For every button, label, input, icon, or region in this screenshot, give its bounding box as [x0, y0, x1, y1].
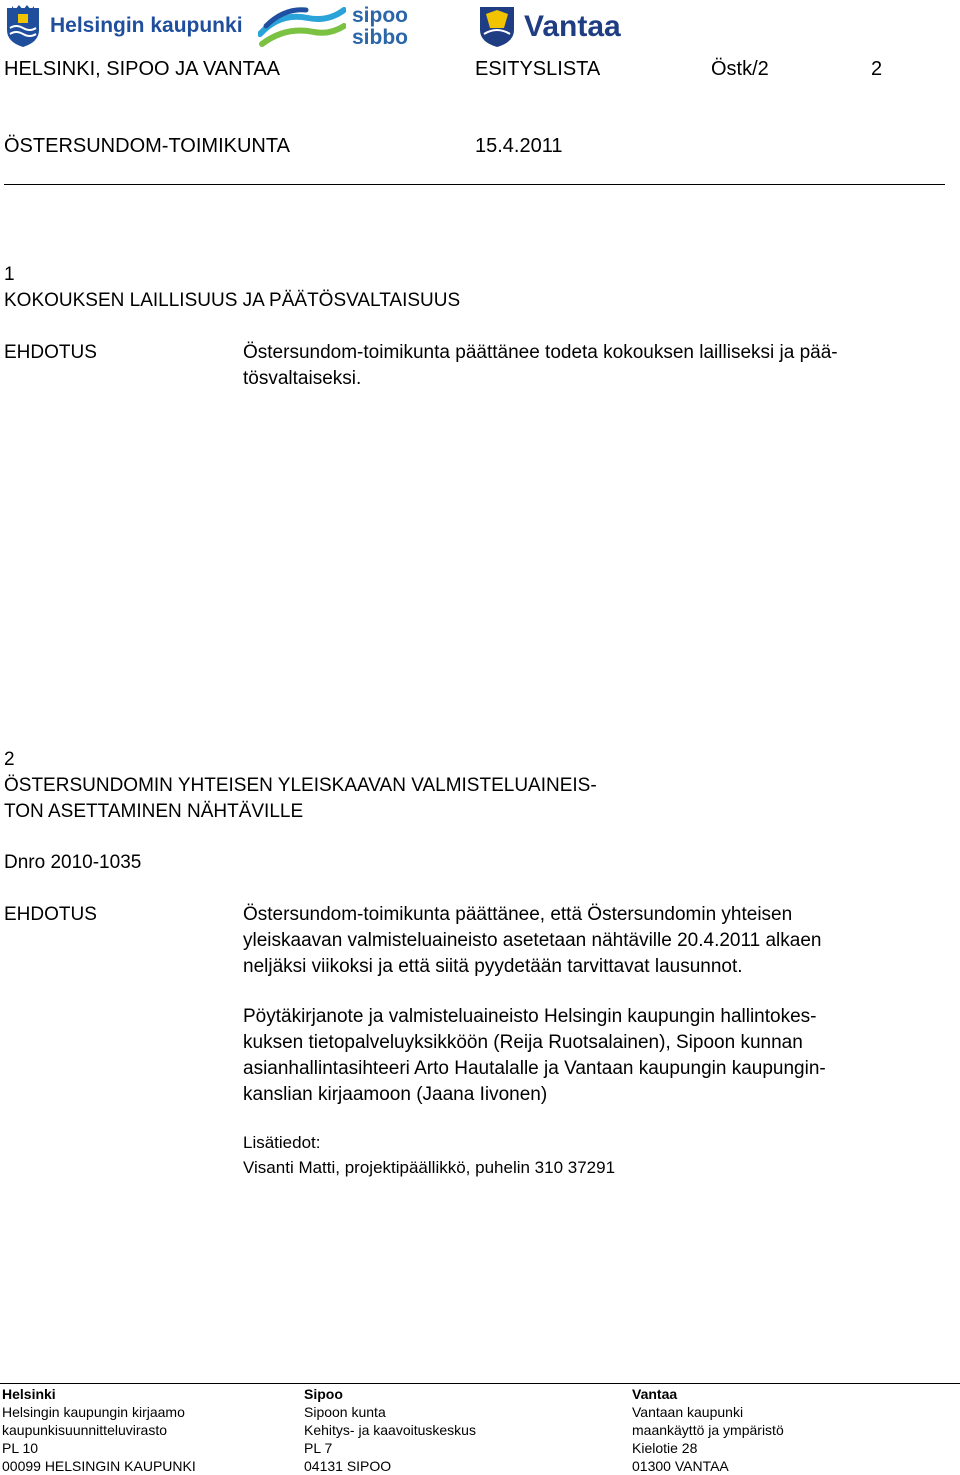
footer-vantaa-city: Vantaa	[632, 1386, 678, 1402]
footer-sipoo-line: Kehitys- ja kaavoituskeskus	[304, 1422, 476, 1438]
footer-sipoo-line: 04131 SIPOO	[304, 1458, 392, 1474]
header-page-number: 2	[871, 58, 883, 80]
item2-number: 2	[4, 749, 15, 770]
footer-divider	[0, 1383, 960, 1384]
footer-vantaa-line: Kielotie 28	[632, 1440, 698, 1456]
item1-title: KOKOUKSEN LAILLISUUS JA PÄÄTÖSVALTAISUUS	[4, 290, 461, 311]
item2-proposal-line: neljäksi viikoksi ja että siitä pyydetään tarvittavat lausunnot.	[243, 956, 743, 977]
item1-proposal-line: tösvaltaiseksi.	[243, 368, 362, 389]
footer-helsinki	[2, 1385, 196, 1475]
item2-info-label: Lisätiedot:	[243, 1133, 321, 1152]
footer-helsinki-line: 00099 HELSINGIN KAUPUNKI	[2, 1458, 196, 1474]
header-doc-type: ESITYSLISTA	[475, 58, 601, 80]
vantaa-crest-icon	[478, 4, 516, 48]
header-date: 15.4.2011	[475, 135, 563, 157]
item2-info	[243, 1130, 615, 1180]
item2-distribution-line: Pöytäkirjanote ja valmisteluaineisto Helsingin kaupungin hallintokes-	[243, 1006, 817, 1027]
item2-proposal-line: yleiskaavan valmisteluaineisto asetetaan nähtäville 20.4.2011 alkaen	[243, 930, 822, 951]
helsinki-logo	[4, 4, 244, 50]
footer-sipoo-line: PL 7	[304, 1440, 333, 1456]
header-org: HELSINKI, SIPOO JA VANTAA	[4, 58, 281, 80]
footer-helsinki-line: PL 10	[2, 1440, 39, 1456]
footer-sipoo-line: Sipoon kunta	[304, 1404, 386, 1420]
sipoo-logo-line2: sibbo	[352, 26, 408, 49]
item1-number: 1	[4, 264, 15, 285]
item2-info-contact: Visanti Matti, projektipäällikkö, puhelin 310 37291	[243, 1158, 616, 1177]
item2-title-line: TON ASETTAMINEN NÄHTÄVILLE	[4, 801, 304, 822]
footer-vantaa-line: 01300 VANTAA	[632, 1458, 729, 1474]
item2-dnro: Dnro 2010-1035	[4, 852, 142, 873]
item2-proposal-line: Östersundom-toimikunta päättänee, että Östersundomin yhteisen	[243, 904, 793, 925]
vantaa-logo-text: Vantaa	[524, 10, 621, 43]
item2-distribution	[243, 1004, 826, 1108]
item2-distribution-line: kuksen tietopalveluyksikköön (Reija Ruotsalainen), Sipoon kunnan	[243, 1032, 803, 1053]
footer-helsinki-line: Helsingin kaupungin kirjaamo	[2, 1404, 185, 1420]
item2-label: EHDOTUS	[4, 904, 97, 925]
footer-vantaa-line: Vantaan kaupunki	[632, 1404, 744, 1420]
helsinki-logo-text: Helsingin kaupunki	[50, 14, 243, 37]
vantaa-logo	[478, 4, 638, 50]
footer-helsinki-city: Helsinki	[2, 1386, 56, 1402]
helsinki-crest-icon	[4, 4, 42, 48]
item1-proposal	[243, 340, 838, 392]
item2-distribution-line: asianhallintasihteeri Arto Hautalalle ja Vantaan kaupungin kaupungin-	[243, 1058, 826, 1079]
header-divider	[4, 184, 945, 185]
footer-vantaa-line: maankäyttö ja ympäristö	[632, 1422, 784, 1438]
item2-proposal	[243, 902, 821, 980]
footer-sipoo	[304, 1385, 476, 1475]
item1-proposal-line: Östersundom-toimikunta päättänee todeta kokouksen lailliseksi ja pää-	[243, 342, 838, 363]
footer-helsinki-line: kaupunkisuunnitteluvirasto	[2, 1422, 167, 1438]
header-ref: Östk/2	[711, 58, 769, 80]
item1-label: EHDOTUS	[4, 342, 97, 363]
sipoo-logo	[258, 4, 418, 50]
sipoo-wave-icon	[258, 4, 346, 48]
footer-vantaa	[632, 1385, 784, 1475]
sipoo-logo-line1: sipoo	[352, 4, 408, 27]
item2-title-line: ÖSTERSUNDOMIN YHTEISEN YLEISKAAVAN VALMISTELUAINEIS-	[4, 775, 597, 796]
header-committee: ÖSTERSUNDOM-TOIMIKUNTA	[4, 135, 290, 157]
footer-sipoo-city: Sipoo	[304, 1386, 343, 1402]
item2-distribution-line: kanslian kirjaamoon (Jaana Iivonen)	[243, 1084, 548, 1105]
